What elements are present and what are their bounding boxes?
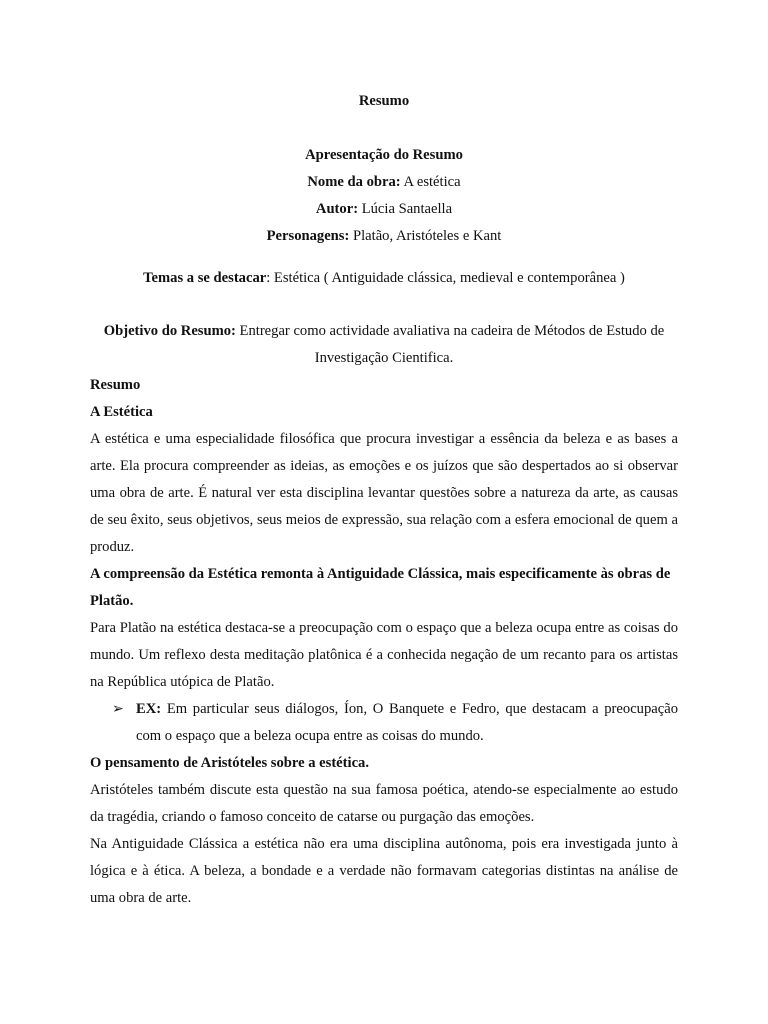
objective-label: Objetivo do Resumo: — [103, 323, 236, 339]
heading-classical-antiquity: A compreensão da Estética remonta à Antiguidade Clássica, mais especificamente às obras de Platão. — [90, 566, 671, 609]
themes-line — [90, 265, 678, 292]
themes-value: : Estética ( Antiguidade clássica, medieval e contemporânea ) — [266, 270, 625, 286]
summary-heading: Resumo — [90, 377, 141, 393]
characters-value: Platão, Aristóteles e Kant — [349, 228, 502, 244]
bullet-label: EX: — [136, 701, 162, 717]
work-name-value: A estética — [400, 174, 461, 190]
objective-block — [90, 318, 678, 372]
paragraph-aristotle: Aristóteles também discute esta questão na sua famosa poética, atendo-se especialmente ao estudo da tragédia, criando o famoso conceito de catarse ou purgação das emoções. — [90, 782, 678, 825]
author-line — [90, 196, 678, 223]
themes-label: Temas a se destacar — [143, 270, 267, 286]
body-section — [90, 372, 678, 912]
bullet-example — [90, 696, 678, 750]
work-name-line — [90, 169, 678, 196]
presentation-block — [90, 142, 678, 250]
paragraph-plato: Para Platão na estética destaca-se a preocupação com o espaço que a beleza ocupa entre as coisas do mundo. Um reflexo desta meditação platônica é a conhecida negação de um recanto para os artistas na República utópica de Platão. — [90, 620, 678, 690]
author-label: Autor: — [315, 201, 359, 217]
document-title: Resumo — [358, 93, 410, 109]
bullet-text: Em particular seus diálogos, Íon, O Banquete e Fedro, que destacam a preocupação com o espaço que a beleza ocupa entre as coisas do mundo. — [136, 701, 678, 744]
arrow-bullet-icon: ➢ — [112, 702, 124, 717]
characters-label: Personagens: — [266, 228, 350, 244]
author-value: Lúcia Santaella — [358, 201, 453, 217]
characters-line — [90, 223, 678, 250]
aesthetics-heading: A Estética — [90, 404, 153, 420]
objective-value: Entregar como actividade avaliativa na cadeira de Métodos de Estudo de Investigação Cientifica. — [235, 323, 665, 366]
heading-aristotle: O pensamento de Aristóteles sobre a estética. — [90, 755, 369, 771]
paragraph-aesthetics: A estética e uma especialidade filosófica que procura investigar a essência da beleza e as bases a arte. Ela procura compreender as ideias, as emoções e os juízos que são despertados ao si observar uma obra de arte. É natural ver esta disciplina levantar questões sobre a natureza da arte, as causas de seu êxito, seus objetivos, seus meios de expressão, sua relação com a esfera emocional de quem a produz. — [90, 431, 678, 555]
work-name-label: Nome da obra: — [307, 174, 401, 190]
paragraph-antiquity: Na Antiguidade Clássica a estética não era uma disciplina autônoma, pois era investigada junto à lógica e à ética. A beleza, a bondade e a verdade não formavam categorias distintas na análise de uma obra de arte. — [90, 836, 678, 906]
presentation-heading: Apresentação do Resumo — [305, 147, 463, 163]
